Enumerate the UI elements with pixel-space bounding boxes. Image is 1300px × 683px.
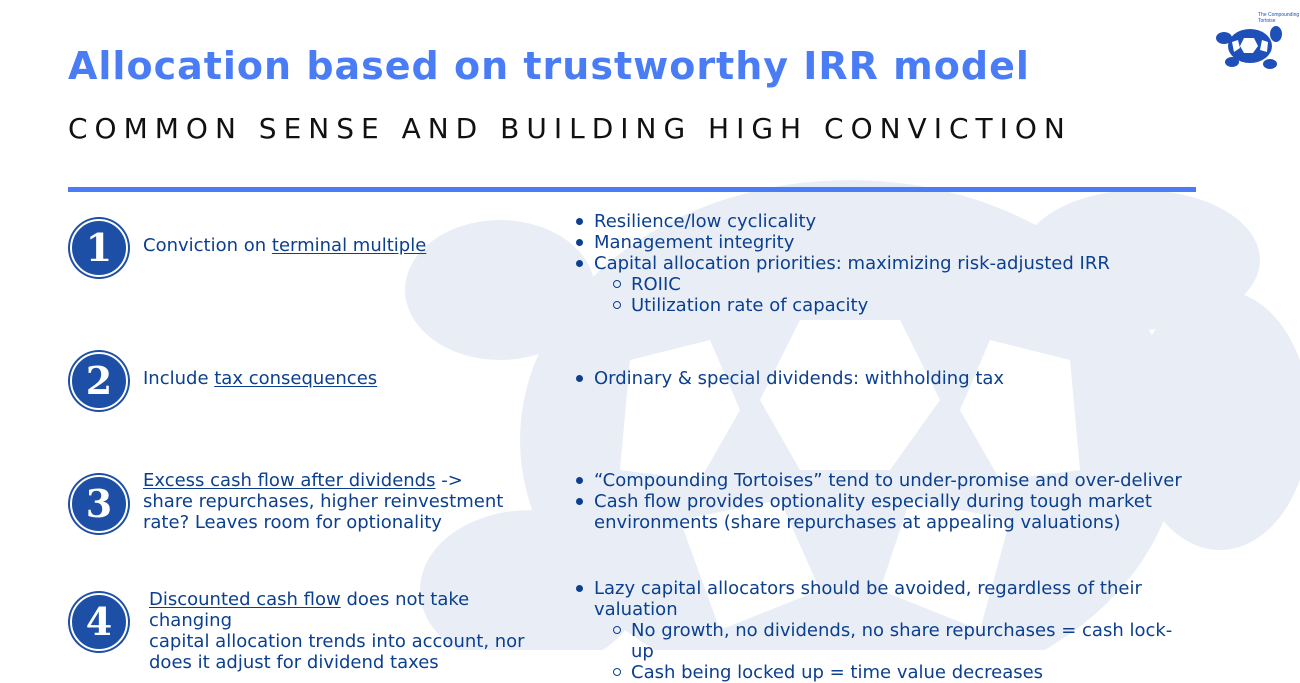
step-number-1: 1 [70, 219, 128, 277]
bullet-item: Management integrity [572, 232, 1192, 253]
row-3-description [143, 470, 543, 533]
row-4-line-2: capital allocation trends into account, nor [149, 631, 525, 652]
row-4-text: does not take changing [149, 589, 470, 631]
bullet-item: Capital allocation priorities: maximizing risk-adjusted IRR [572, 253, 1192, 274]
bullet-item: Lazy capital allocators should be avoided, regardless of their valuation [572, 578, 1192, 620]
sub-bullet-item: ROIIC [572, 274, 1192, 295]
sub-bullet-item: Cash being locked up = time value decreases [572, 662, 1192, 683]
row-2-description [143, 368, 377, 389]
row-4-bullets [572, 578, 1192, 683]
bullet-item: Resilience/low cyclicality [572, 211, 1192, 232]
row-1-bullets [572, 211, 1192, 316]
header-divider [68, 187, 1196, 192]
step-number-2: 2 [70, 352, 128, 410]
row-3-line-3: rate? Leaves room for optionality [143, 512, 442, 533]
row-3-line-2: share repurchases, higher reinvestment [143, 491, 504, 512]
step-number-3: 3 [70, 475, 128, 533]
row-4-line-3: does it adjust for dividend taxes [149, 652, 439, 673]
sub-bullet-item: Utilization rate of capacity [572, 295, 1192, 316]
row-2-link[interactable]: tax consequences [214, 368, 378, 389]
row-2-text: Include [143, 368, 215, 389]
row-1-text: Conviction on [143, 235, 272, 256]
sub-bullet-item: No growth, no dividends, no share repurchases = cash lock-up [572, 620, 1192, 662]
row-1-link[interactable]: terminal multiple [271, 235, 427, 256]
logo-text: The Compounding Tortoise [1258, 12, 1300, 24]
row-1-description [143, 235, 426, 256]
step-number-4: 4 [70, 593, 128, 651]
row-4-link[interactable]: Discounted cash flow [149, 589, 341, 610]
row-3-link[interactable]: Excess cash flow after dividends [143, 470, 436, 491]
page-title: Allocation based on trustworthy IRR model [68, 44, 1030, 88]
row-3-bullets [572, 470, 1192, 533]
row-2-bullets [572, 368, 1192, 389]
bullet-item: “Compounding Tortoises” tend to under-promise and over-deliver [572, 470, 1192, 491]
row-4-description [149, 589, 549, 673]
row-3-arrow: -> [435, 470, 463, 491]
page-subtitle: COMMON SENSE AND BUILDING HIGH CONVICTION [68, 112, 1072, 145]
bullet-item: Ordinary & special dividends: withholding tax [572, 368, 1192, 389]
bullet-item: Cash flow provides optionality especially during tough market environments (share repurchases at appealing valuations) [572, 491, 1192, 533]
